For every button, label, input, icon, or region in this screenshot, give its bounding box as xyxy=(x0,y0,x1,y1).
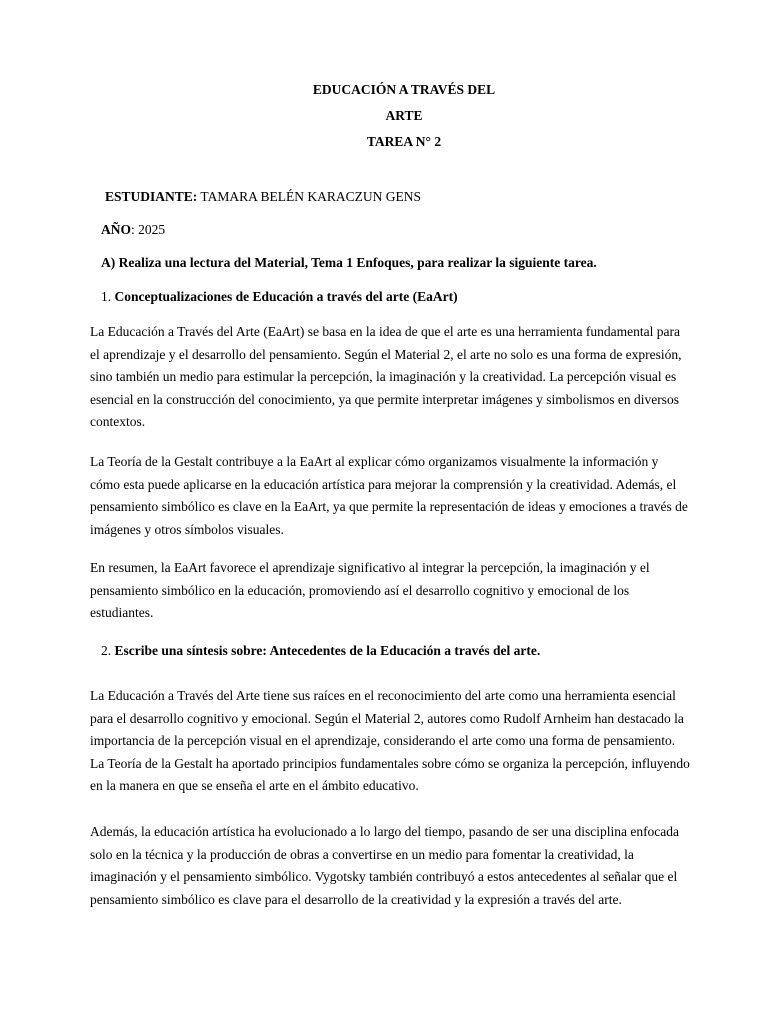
q2-paragraph-1: La Educación a Través del Arte tiene sus raíces en el reconocimiento del arte como una herramienta esencial para el desarrollo cognitivo y emocional. Según el Material 2, autores como Rudolf Arnheim han destacado la importancia de la percepción visual en el aprendizaje, considerando el arte como una forma de pensamiento. La Teoría de la Gestalt ha aportado principios fundamentales sobre cómo se organiza la percepción, influyendo en la manera en que se enseña el arte en el ámbito educativo. xyxy=(90,688,690,794)
q1-paragraph-1: La Educación a Través del Arte (EaArt) se basa en la idea de que el arte es una herramienta fundamental para el aprendizaje y el desarrollo del pensamiento. Según el Material 2, el arte no solo es una forma de expresión, sino también un medio para estimular la percepción, la imaginación y la creatividad. La percepción visual es esencial en la construcción del conocimiento, ya que permite interpretar imágenes y simbolismos en diversos contextos. xyxy=(90,324,682,430)
q1-paragraph-3: En resumen, la EaArt favorece el aprendizaje significativo al integrar la percepción, la imaginación y el pensamiento simbólico en la educación, promoviendo así el desarrollo cognitivo y emocional de los estudiantes. xyxy=(90,560,650,621)
year-line xyxy=(101,221,165,239)
question-2-heading xyxy=(101,642,540,660)
question-2-number: 2. xyxy=(101,643,112,658)
question-2-title: Escribe una síntesis sobre: Antecedentes de la Educación a través del arte. xyxy=(114,643,541,658)
title-line-1: EDUCACIÓN A TRAVÉS DEL xyxy=(312,82,496,97)
student-label: ESTUDIANTE: xyxy=(105,189,198,204)
student-name: TAMARA BELÉN KARACZUN GENS xyxy=(200,189,421,204)
title-line-2: ARTE xyxy=(385,108,423,123)
question-1-title: Conceptualizaciones de Educación a través del arte (EaArt) xyxy=(114,289,458,304)
year-value: : 2025 xyxy=(131,222,166,237)
instruction: A) Realiza una lectura del Material, Tema 1 Enfoques, para realizar la siguiente tarea. xyxy=(101,255,597,270)
q2-paragraph-2: Además, la educación artística ha evolucionado a lo largo del tiempo, pasando de ser una disciplina enfocada solo en la técnica y la producción de obras a convertirse en un medio para fomentar la creatividad, la imaginación y el pensamiento simbólico. Vygotsky también contribuyó a estos antecedentes al señalar que el pensamiento simbólico es clave para el desarrollo de la creatividad y la expresión a través del arte. xyxy=(90,824,680,907)
student-line xyxy=(105,188,421,206)
year-label: AÑO xyxy=(101,222,131,237)
title-line-3: TAREA N° 2 xyxy=(366,134,442,149)
q1-paragraph-2: La Teoría de la Gestalt contribuye a la EaArt al explicar cómo organizamos visualmente la información y cómo esta puede aplicarse en la educación artística para mejorar la comprensión y la creatividad. Además, el pensamiento simbólico es clave en la EaArt, ya que permite la representación de ideas y emociones a través de imágenes y otros símbolos visuales. xyxy=(90,454,688,537)
question-1-number: 1. xyxy=(101,289,112,304)
question-1-heading xyxy=(101,288,458,306)
